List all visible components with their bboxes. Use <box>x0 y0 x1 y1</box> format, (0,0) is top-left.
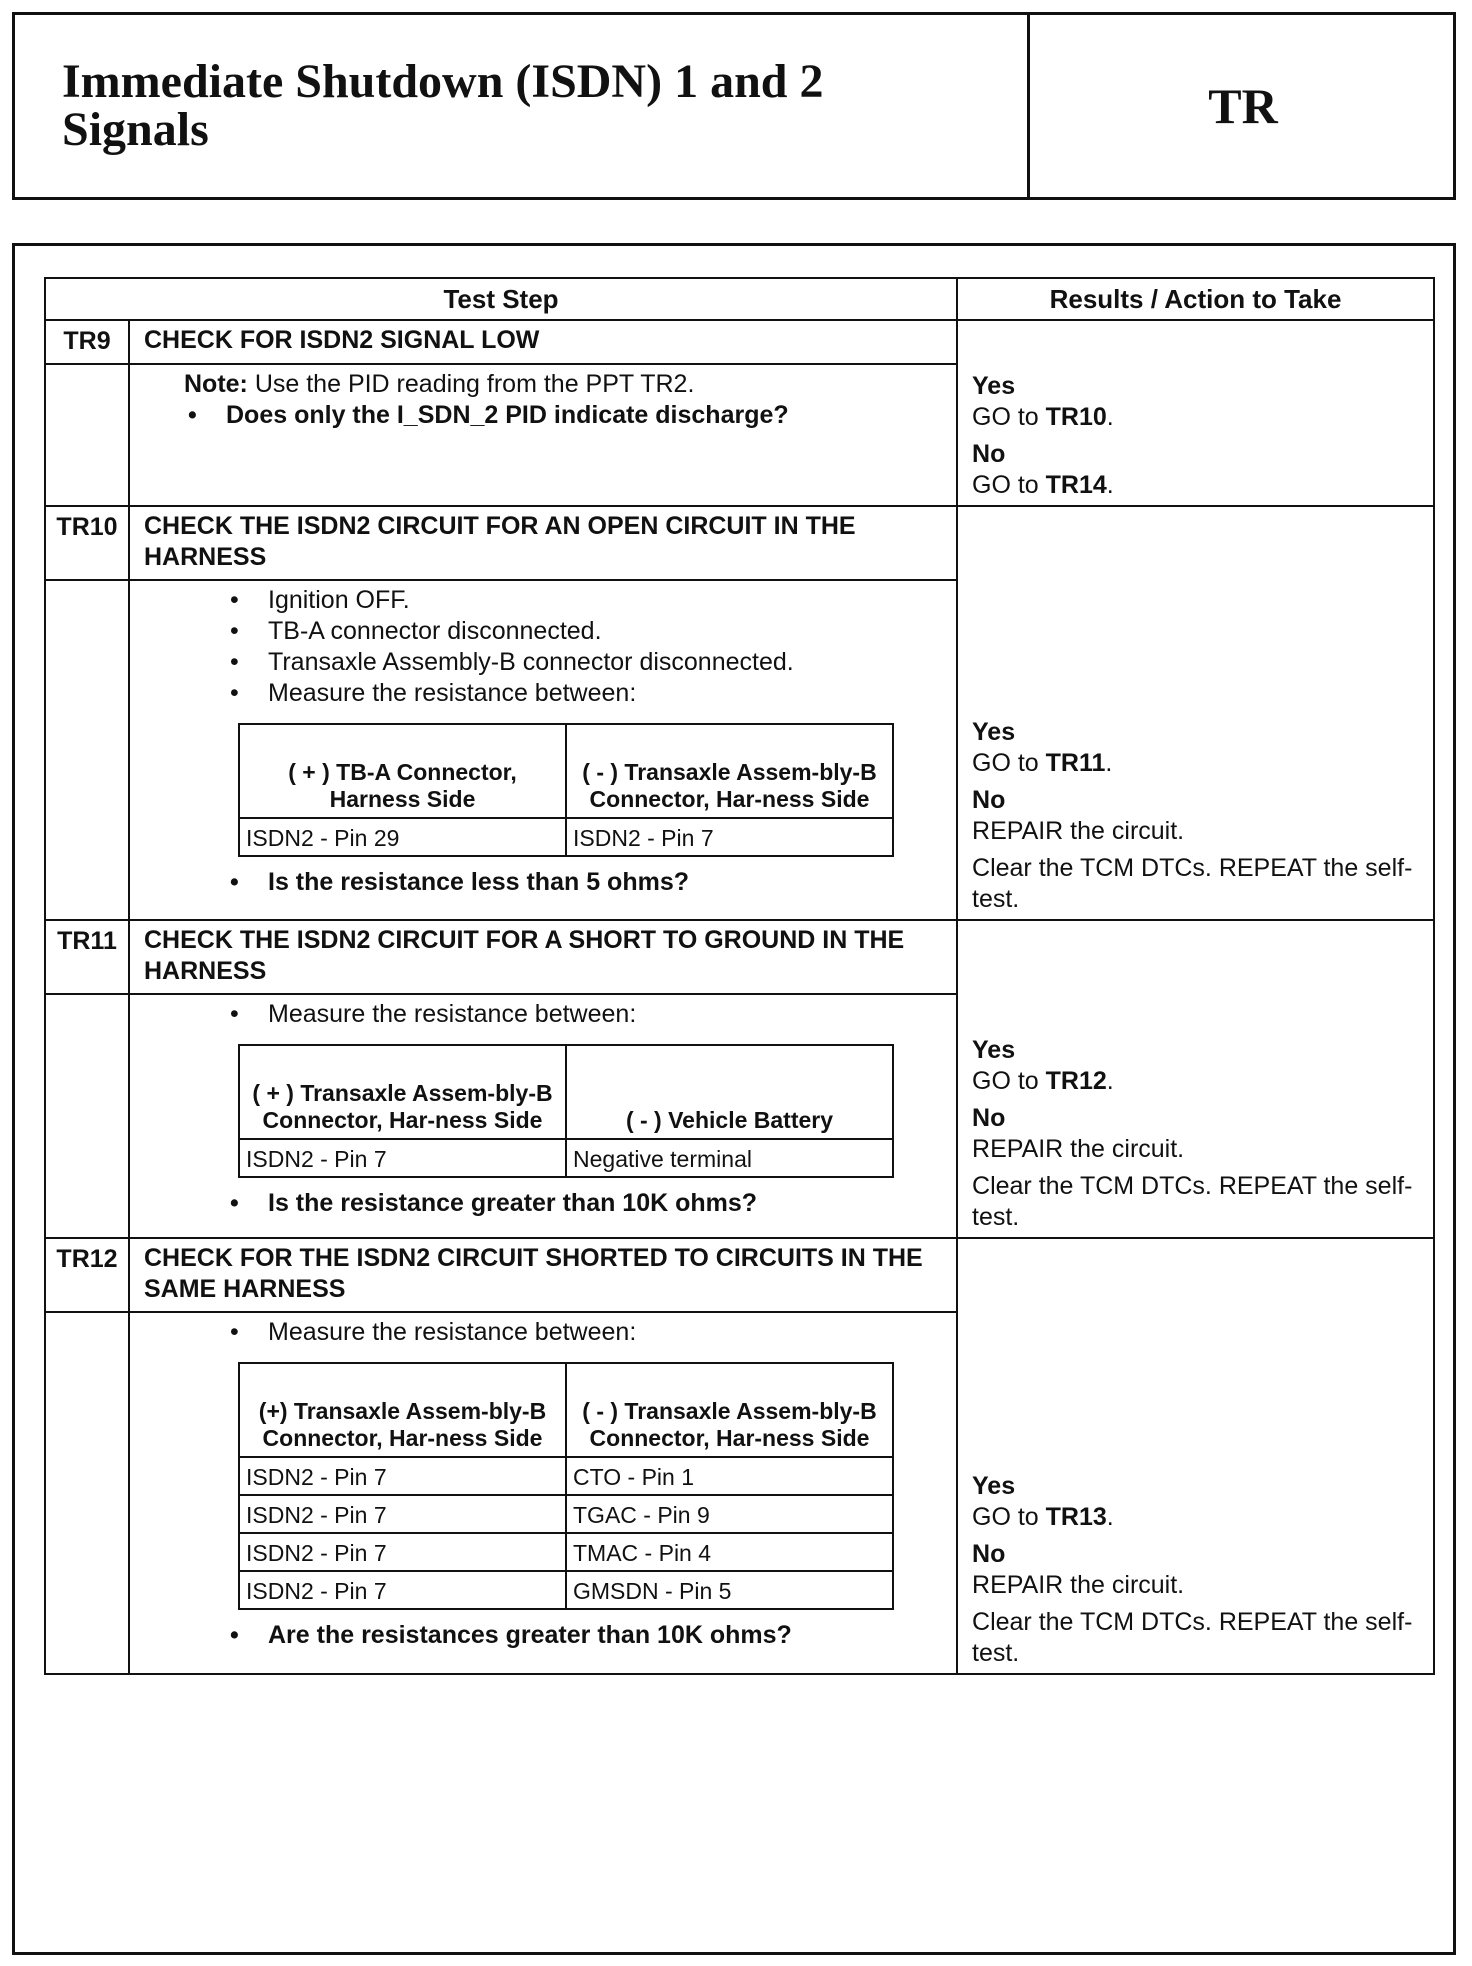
note-label: Note: <box>184 370 248 398</box>
result-no-label: No <box>972 1540 1006 1568</box>
table-header-row <box>45 278 1434 320</box>
result-yes-label: Yes <box>972 1472 1016 1500</box>
result-no-action: REPAIR the circuit. <box>972 817 1185 845</box>
title-line-2: Signals <box>62 103 209 156</box>
measurement-row <box>239 1457 893 1495</box>
result-yes-action: GO to TR10. <box>972 403 1114 431</box>
measurement-table <box>238 1044 894 1178</box>
step-bullet: • Ignition OFF. <box>226 585 946 616</box>
measurement-header-minus: ( - ) Vehicle Battery <box>566 1045 893 1139</box>
measurement-cell: ISDN2 - Pin 7 <box>239 1139 566 1177</box>
measurement-row <box>239 818 893 856</box>
step-id: TR11 <box>45 920 129 994</box>
result-yes-label: Yes <box>972 372 1016 400</box>
step-result <box>957 320 1434 506</box>
measurement-header-plus: ( + ) TB-A Connector, Harness Side <box>239 724 566 818</box>
measurement-cell: GMSDN - Pin 5 <box>566 1571 893 1609</box>
measurement-row <box>239 1495 893 1533</box>
measurement-table <box>238 723 894 857</box>
measurement-header-plus: ( + ) Transaxle Assem-bly-B Connector, Har-ness Side <box>239 1045 566 1139</box>
step-bullet: • TB-A connector disconnected. <box>226 616 946 647</box>
step-question: • Does only the I_SDN_2 PID indicate discharge? <box>184 400 946 431</box>
step-body <box>129 994 957 1238</box>
step-result <box>957 920 1434 1238</box>
measurement-cell: ISDN2 - Pin 7 <box>239 1571 566 1609</box>
step-title-row <box>45 1238 1434 1312</box>
result-no-action-2: Clear the TCM DTCs. REPEAT the self-test. <box>972 1172 1413 1231</box>
result-no-action: REPAIR the circuit. <box>972 1135 1185 1163</box>
step-title: CHECK FOR ISDN2 SIGNAL LOW <box>129 320 957 364</box>
measurement-row <box>239 1533 893 1571</box>
measurement-row <box>239 1139 893 1177</box>
goto-step-link[interactable]: TR11 <box>1045 749 1106 777</box>
result-yes-label: Yes <box>972 1036 1016 1064</box>
goto-prefix: GO to <box>972 471 1046 499</box>
column-header-test-step: Test Step <box>45 278 957 320</box>
step-question: • Is the resistance greater than 10K ohms? <box>226 1188 946 1219</box>
section-code: TR <box>1208 78 1278 134</box>
step-title-row <box>45 506 1434 580</box>
measurement-cell: ISDN2 - Pin 7 <box>239 1533 566 1571</box>
goto-step-link[interactable]: TR12 <box>1045 1067 1107 1095</box>
step-result <box>957 1238 1434 1674</box>
result-yes-action: GO to TR12. <box>972 1067 1114 1095</box>
result-yes-label: Yes <box>972 718 1016 746</box>
step-title-row <box>45 320 1434 364</box>
result-no-label: No <box>972 786 1006 814</box>
step-id-spacer <box>45 580 129 920</box>
step-title: CHECK THE ISDN2 CIRCUIT FOR AN OPEN CIRCUIT IN THE HARNESS <box>129 506 957 580</box>
result-no-action-2: Clear the TCM DTCs. REPEAT the self-test. <box>972 1608 1413 1667</box>
measurement-header-plus: (+) Transaxle Assem-bly-B Connector, Har-ness Side <box>239 1363 566 1457</box>
measurement-header-minus: ( - ) Transaxle Assem-bly-B Connector, Har-ness Side <box>566 724 893 818</box>
step-body <box>129 1312 957 1674</box>
page-title <box>62 55 982 156</box>
goto-step-link[interactable]: TR13 <box>1045 1503 1107 1531</box>
step-id: TR12 <box>45 1238 129 1312</box>
title-line-1: Immediate Shutdown (ISDN) 1 and 2 <box>62 55 824 108</box>
step-question: • Is the resistance less than 5 ohms? <box>226 867 946 898</box>
result-no-action: GO to TR14. <box>972 471 1114 499</box>
step-id-spacer <box>45 994 129 1238</box>
measurement-cell: ISDN2 - Pin 7 <box>566 818 893 856</box>
step-title: CHECK THE ISDN2 CIRCUIT FOR A SHORT TO GROUND IN THE HARNESS <box>129 920 957 994</box>
step-question: • Are the resistances greater than 10K ohms? <box>226 1620 946 1651</box>
goto-prefix: GO to <box>972 749 1046 777</box>
column-header-results: Results / Action to Take <box>957 278 1434 320</box>
step-body <box>129 364 957 506</box>
step-bullet: • Measure the resistance between: <box>226 999 946 1030</box>
goto-prefix: GO to <box>972 403 1046 431</box>
result-no-label: No <box>972 1104 1006 1132</box>
measurement-cell: TGAC - Pin 9 <box>566 1495 893 1533</box>
result-no-label: No <box>972 440 1006 468</box>
measurement-cell: ISDN2 - Pin 7 <box>239 1457 566 1495</box>
diagnostic-table <box>44 277 1435 1675</box>
measurement-cell: ISDN2 - Pin 29 <box>239 818 566 856</box>
measurement-cell: Negative terminal <box>566 1139 893 1177</box>
measurement-cell: TMAC - Pin 4 <box>566 1533 893 1571</box>
step-body <box>129 580 957 920</box>
step-bullet: • Measure the resistance between: <box>226 1317 946 1348</box>
measurement-row <box>239 1571 893 1609</box>
step-title-row <box>45 920 1434 994</box>
step-result <box>957 506 1434 920</box>
step-bullet: • Measure the resistance between: <box>226 678 946 709</box>
step-id: TR9 <box>45 320 129 364</box>
step-id: TR10 <box>45 506 129 580</box>
measurement-cell: CTO - Pin 1 <box>566 1457 893 1495</box>
step-id-spacer <box>45 1312 129 1674</box>
note-text: Use the PID reading from the PPT TR2. <box>247 370 695 398</box>
result-no-action-2: Clear the TCM DTCs. REPEAT the self-test. <box>972 854 1413 913</box>
result-no-action: REPAIR the circuit. <box>972 1571 1185 1599</box>
step-id-spacer <box>45 364 129 506</box>
measurement-cell: ISDN2 - Pin 7 <box>239 1495 566 1533</box>
result-yes-action: GO to TR13. <box>972 1503 1114 1531</box>
goto-prefix: GO to <box>972 1503 1046 1531</box>
step-bullet: • Transaxle Assembly-B connector disconnected. <box>226 647 946 678</box>
result-yes-action: GO to TR11. <box>972 749 1113 777</box>
measurement-table <box>238 1362 894 1610</box>
step-title: CHECK FOR THE ISDN2 CIRCUIT SHORTED TO CIRCUITS IN THE SAME HARNESS <box>129 1238 957 1312</box>
step-note <box>184 369 946 400</box>
goto-step-link[interactable]: TR14 <box>1045 471 1107 499</box>
goto-prefix: GO to <box>972 1067 1046 1095</box>
goto-step-link[interactable]: TR10 <box>1045 403 1107 431</box>
measurement-header-minus: ( - ) Transaxle Assem-bly-B Connector, Har-ness Side <box>566 1363 893 1457</box>
